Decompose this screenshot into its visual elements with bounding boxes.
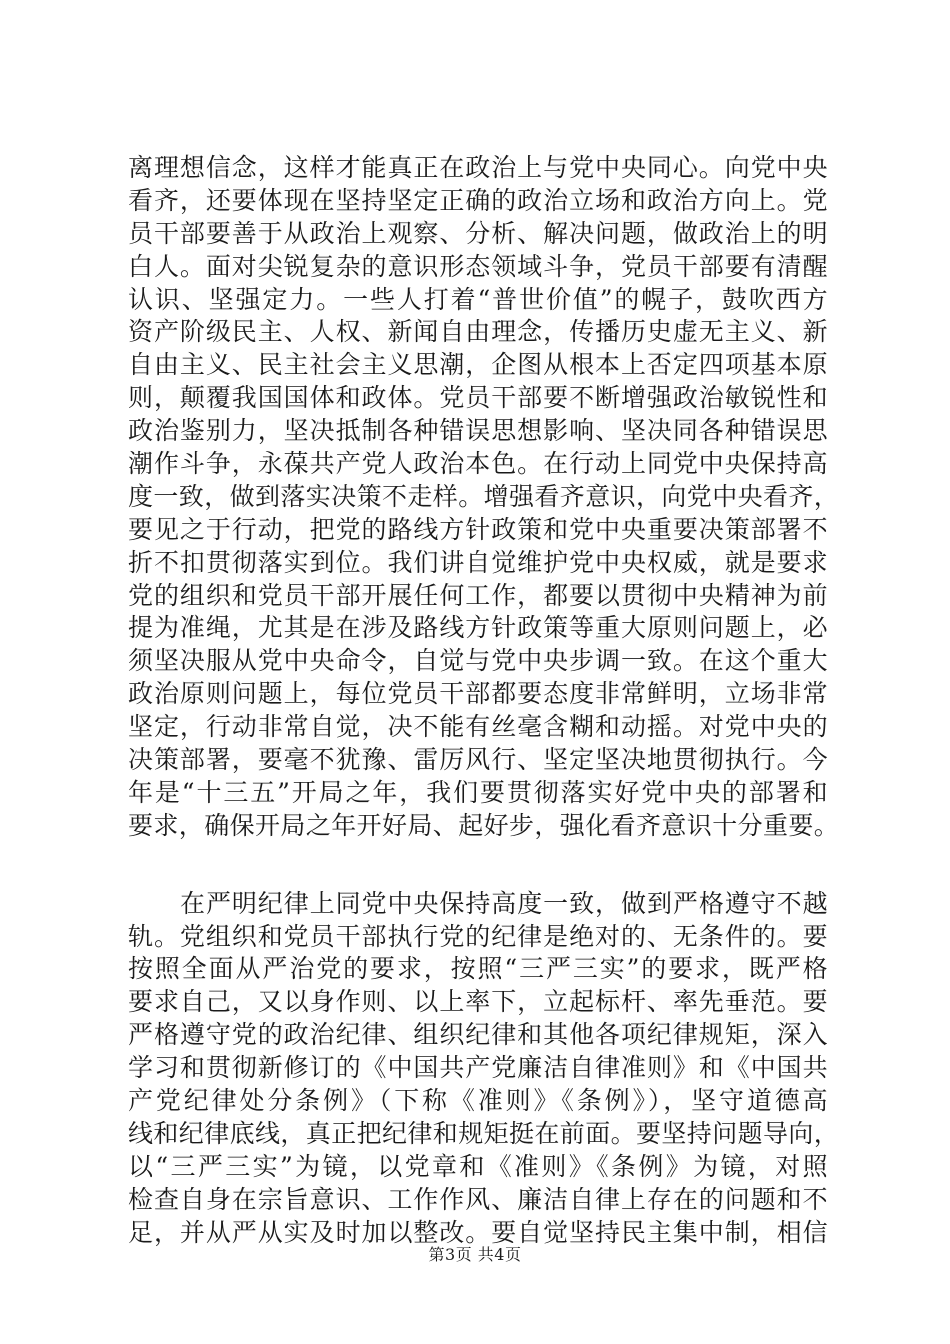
paragraph-spacer (128, 843, 828, 888)
text-line: 认识、坚强定力。一些人打着“普世价值”的幌子，鼓吹西方 (128, 284, 828, 314)
text-line: 坚定，行动非常自觉，决不能有丝毫含糊和动摇。对党中央的 (128, 712, 828, 742)
paragraph-1 (128, 152, 840, 843)
text-line: 党的组织和党员干部开展任何工作，都要以贯彻中央精神为前 (128, 580, 828, 610)
page-footer: 第3页 共4页 (428, 1245, 522, 1264)
text-line: 则，颠覆我国国体和政体。党员干部要不断增强政治敏锐性和 (128, 383, 828, 413)
text-line: 在严明纪律上同党中央保持高度一致，做到严格遵守不越 (180, 888, 828, 918)
document-body (128, 152, 840, 1250)
text-line: 看齐，还要体现在坚持坚定正确的政治立场和政治方向上。党 (128, 185, 828, 215)
text-line: 自由主义、民主社会主义思潮，企图从根本上否定四项基本原 (128, 350, 828, 380)
text-line: 学习和贯彻新修订的《中国共产党廉洁自律准则》和《中国共 (128, 1053, 828, 1083)
text-line: 要见之于行动，把党的路线方针政策和党中央重要决策部署不 (128, 514, 828, 544)
text-line: 度一致，做到落实决策不走样。增强看齐意识，向党中央看齐， (128, 481, 840, 511)
text-line: 严格遵守党的政治纪律、组织纪律和其他各项纪律规矩，深入 (128, 1020, 828, 1050)
text-line: 离理想信念，这样才能真正在政治上与党中央同心。向党中央 (128, 153, 828, 182)
text-line: 轨。党组织和党员干部执行党的纪律是绝对的、无条件的。要 (128, 921, 828, 951)
text-line: 折不扣贯彻落实到位。我们讲自觉维护党中央权威，就是要求 (128, 547, 828, 577)
text-line: 须坚决服从党中央命令，自觉与党中央步调一致。在这个重大 (128, 646, 828, 676)
text-line: 提为准绳，尤其是在涉及路线方针政策等重大原则问题上，必 (128, 613, 828, 643)
text-line: 员干部要善于从政治上观察、分析、解决问题，做政治上的明 (128, 218, 828, 248)
text-line: 线和纪律底线，真正把纪律和规矩挺在前面。要坚持问题导向， (128, 1118, 840, 1148)
text-line: 政治鉴别力，坚决抵制各种错误思想影响、坚决同各种错误思 (128, 416, 828, 446)
text-line: 要求自己，又以身作则、以上率下，立起标杆、率先垂范。要 (128, 987, 828, 1017)
text-line: 按照全面从严治党的要求，按照“三严三实”的要求，既严格 (128, 954, 828, 984)
text-line: 白人。面对尖锐复杂的意识形态领域斗争，党员干部要有清醒 (128, 251, 828, 281)
text-line: 潮作斗争，永葆共产党人政治本色。在行动上同党中央保持高 (128, 449, 828, 479)
text-line: 政治原则问题上，每位党员干部都要态度非常鲜明，立场非常 (128, 679, 828, 709)
paragraph-2 (128, 888, 840, 1250)
text-line: 资产阶级民主、人权、新闻自由理念，传播历史虚无主义、新 (128, 317, 828, 347)
text-line: 要求，确保开局之年开好局、起好步，强化看齐意识十分重要。 (128, 810, 840, 840)
text-line: 决策部署，要毫不犹豫、雷厉风行、坚定坚决地贯彻执行。今 (128, 745, 828, 775)
text-line: 检查自身在宗旨意识、工作作风、廉洁自律上存在的问题和不 (128, 1184, 828, 1214)
text-line: 产党纪律处分条例》（下称《准则》《条例》），坚守道德高 (128, 1086, 828, 1116)
text-line: 年是“十三五”开局之年，我们要贯彻落实好党中央的部署和 (128, 777, 828, 807)
text-line: 足，并从严从实及时加以整改。要自觉坚持民主集中制，相信 (128, 1217, 828, 1247)
text-line: 以“三严三实”为镜，以党章和《准则》《条例》为镜，对照 (128, 1151, 828, 1181)
